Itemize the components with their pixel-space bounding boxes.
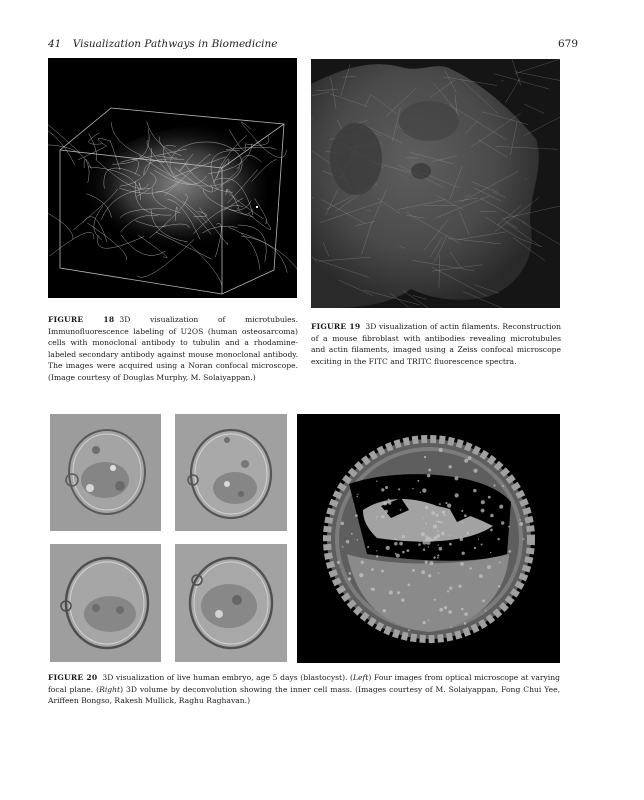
- running-header-left: [48, 38, 277, 50]
- figure-20-caption-part2: ) Four images from optical microscope at varying focal plane. (: [48, 673, 560, 694]
- figure-20-left-word: Left: [353, 673, 369, 682]
- figure-18-label: FIGURE 18: [48, 315, 115, 324]
- figure-19-image: [311, 59, 560, 308]
- figure-20-caption-part1: 3D visualization of live human embryo, age 5 days (blastocyst). (: [102, 673, 354, 682]
- chapter-number: 41: [48, 38, 62, 50]
- figure-19-caption: [311, 321, 561, 367]
- figure-18-caption-text: 3D visualization of microtubules. Immunofluorescence labeling of U2OS (human osteosarcoma) cells with monoclonal antibody to tubulin and a rhodamine-labeled secondary antibody against mouse monoclonal antibody. The images were acquired using a Noran confocal microscope. (Image courtesy of Douglas Murphy, M. Solaiyappan.): [48, 315, 298, 382]
- chapter-title: Visualization Pathways in Biomedicine: [72, 38, 278, 50]
- figure-19-label: FIGURE 19: [311, 322, 361, 331]
- figure-20-caption-part3: ) 3D volume by deconvolution showing the inner cell mass. (Images courtesy of M. Solaiyappan, Fong Chui Yee, Ariffeen Bongso, Rakesh Mullick, Raghu Raghavan.): [48, 684, 561, 706]
- figure-20-label: FIGURE 20: [48, 673, 98, 682]
- figure-20-micrograph-3: [50, 544, 161, 662]
- figure-18-caption: [48, 314, 298, 384]
- figure-18-image: [48, 58, 297, 298]
- figure-19-caption-text: 3D visualization of actin filaments. Reconstruction of a mouse fibroblast with antibodies revealing microtubules and actin filaments, imaged using a Zeiss confocal microscope exciting in the FITC and TRITC fluorescence spectra.: [311, 322, 561, 366]
- page-number: 679: [557, 38, 578, 50]
- figure-20-micrograph-4: [175, 544, 287, 662]
- figure-20-caption: [48, 672, 560, 707]
- figure-20-volume-image: [297, 414, 560, 663]
- figure-20-micrograph-1: [50, 414, 161, 531]
- figure-20-right-word: Right: [99, 684, 121, 694]
- figure-20-micrograph-2: [175, 414, 287, 531]
